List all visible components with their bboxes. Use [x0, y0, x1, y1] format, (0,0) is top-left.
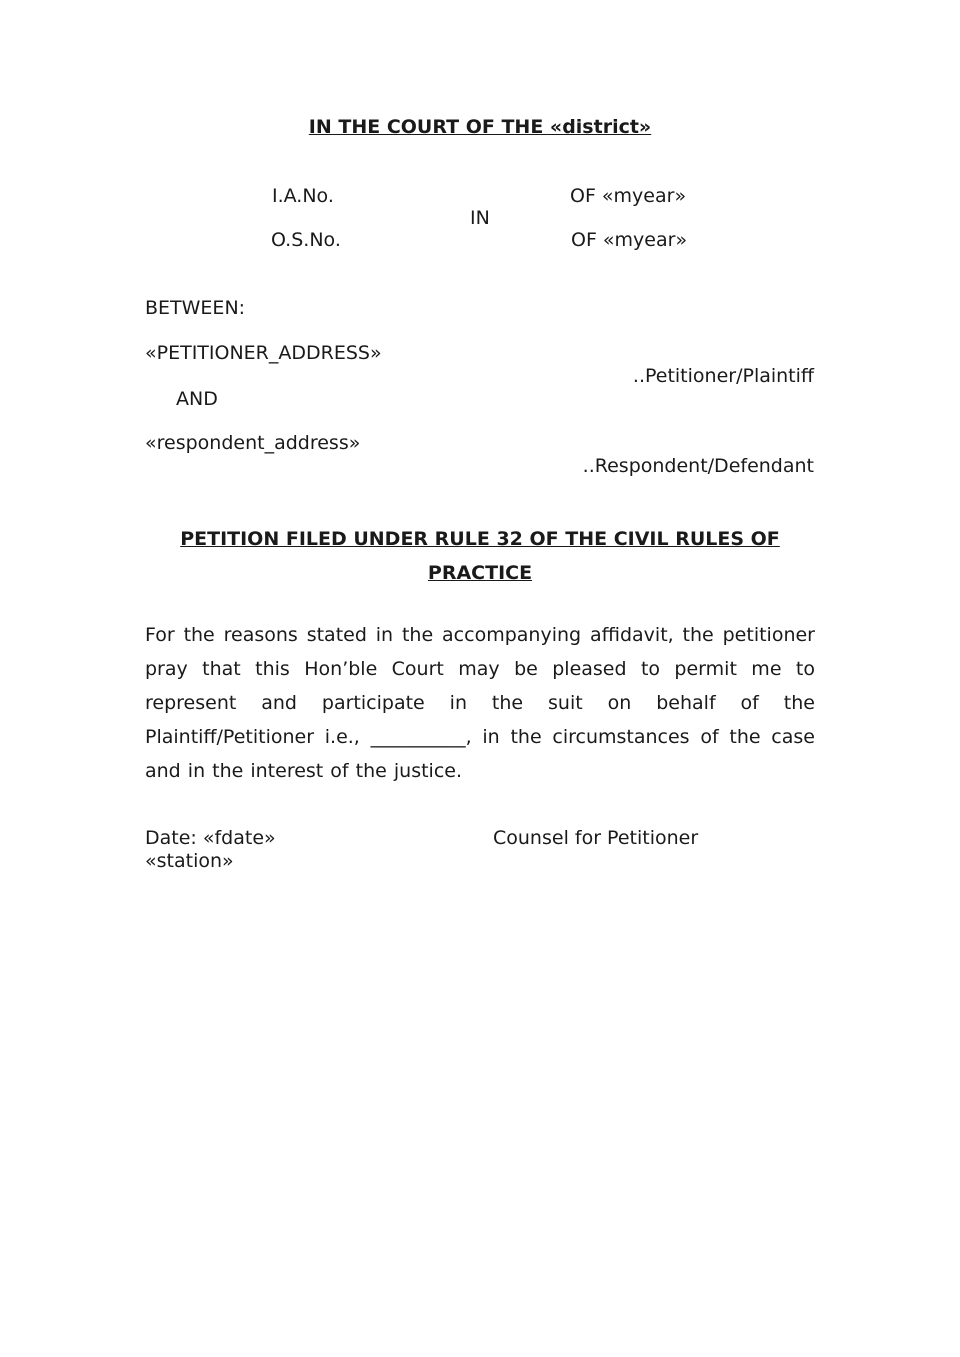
station-field: «station» — [145, 850, 234, 872]
counsel-signature-label: Counsel for Petitioner — [493, 827, 699, 849]
between-label: BETWEEN: — [145, 297, 246, 319]
respondent-address: «respondent_address» — [145, 432, 361, 454]
ia-number-label: I.A.No. — [272, 185, 334, 207]
ia-year-label: OF «myear» — [570, 185, 687, 207]
date-field: Date: «fdate» — [145, 827, 276, 849]
petition-title: PETITION FILED UNDER RULE 32 OF THE CIVIL RULES OF PRACTICE — [180, 528, 780, 584]
respondent-role: ..Respondent/Defendant — [582, 455, 814, 477]
petitioner-role: ..Petitioner/Plaintiff — [632, 365, 814, 387]
os-number-label: O.S.No. — [271, 229, 341, 251]
petitioner-address: «PETITIONER_ADDRESS» — [145, 342, 382, 364]
os-year-label: OF «myear» — [571, 229, 688, 251]
court-title: IN THE COURT OF THE «district» — [308, 116, 652, 138]
in-label: IN — [470, 207, 490, 229]
petition-body: For the reasons stated in the accompanying affidavit, the petitioner pray that this Hon’ble Court may be pleased to permit me to represent and participate in the suit on behalf of the Plaintiff/Petitioner i.e., __________, in the circumstances of the case and in the interest of the justice. — [145, 624, 815, 782]
and-label: AND — [176, 388, 218, 410]
